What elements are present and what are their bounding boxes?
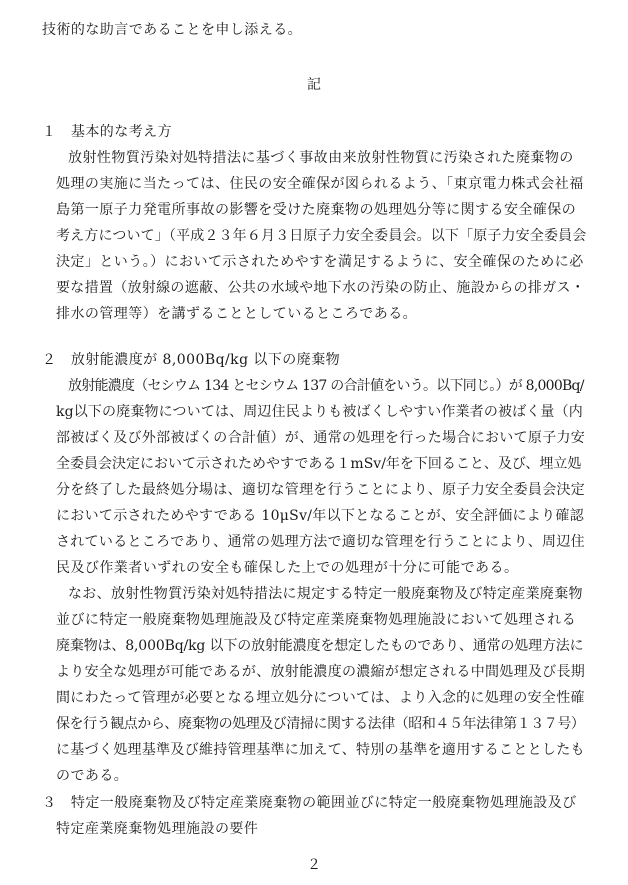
- text-line: より安全な処理が可能であるが、放射能濃度の濃縮が想定される中間処理及び長期: [56, 664, 586, 680]
- text-line: 並びに特定一般廃棄物処理施設及び特定産業廃棄物処理施設において処理される: [56, 612, 577, 628]
- text-line: 処理の実施に当たっては、住民の安全確保が図られるよう、「東京電力株式会社福: [56, 176, 584, 192]
- text-line: 保を行う観点から、廃棄物の処理及び清掃に関する法律（昭和４５年法律第１３７号）: [56, 716, 585, 732]
- ki-heading: 記: [307, 77, 321, 93]
- text-line: 民及び作業者いずれの安全も確保した上での処理が十分に可能である。: [56, 560, 519, 576]
- text-line: kg以下の廃棄物については、周辺住民よりも被ばくしやすい作業者の被ばく量（内: [56, 404, 583, 420]
- text-line: において示されためやすである 10μSv/年以下となることが、安全評価により確認: [56, 508, 584, 524]
- text-line: 放射能濃度（セシウム 134 とセシウム 137 の合計値をいう。以下同じ。）が 8,000Bq/: [68, 378, 584, 394]
- text-line: 島第一原子力発電所事故の影響を受けた廃棄物の処理処分等に関する安全確保の: [56, 202, 577, 218]
- text-line: のである。: [56, 768, 129, 784]
- text-line: 部被ばく及び外部被ばくの合計値）が、通常の処理を行った場合において原子力安: [56, 430, 586, 446]
- text-line: 決定」という。）において示されためやすを満足するように、安全確保のために必: [56, 254, 584, 270]
- text-line: 全委員会決定において示されためやすである１mSv/年を下回ること、及び、埋立処: [56, 456, 582, 472]
- page-number: ２: [307, 857, 321, 873]
- section-1-heading: １ 基本的な考え方: [42, 124, 173, 140]
- section-2-heading: ２ 放射能濃度が 8,000Bq/kg 以下の廃棄物: [42, 352, 341, 368]
- text-line: 考え方について」（平成２３年６月３日原子力安全委員会。以下「原子力安全委員会: [56, 228, 587, 244]
- text-line: 排水の管理等）を講ずることとしているところである。: [56, 306, 418, 322]
- text-line: に基づく処理基準及び維持管理基準に加えて、特別の基準を適用することとしたも: [56, 742, 585, 758]
- section-3-heading: ３ 特定一般廃棄物及び特定産業廃棄物の範囲並びに特定一般廃棄物処理施設及び: [42, 795, 577, 811]
- text-line: されているところであり、通常の処理方法で適切な管理を行うことにより、周辺住: [56, 534, 585, 550]
- text-line: 要な措置（放射線の遮蔽、公共の水域や地下水の汚染の防止、施設からの排ガス・: [56, 280, 586, 296]
- text-line: 廃棄物は、8,000Bq/kg 以下の放射能濃度を想定したものであり、通常の処理方法に: [56, 638, 584, 654]
- text-line: 分を終了した最終処分場は、適切な管理を行うことにより、原子力安全委員会決定: [56, 482, 586, 498]
- intro-line: 技術的な助言であることを申し添える。: [42, 22, 303, 38]
- text-line: 間にわたって管理が必要となる埋立処分については、より入念的に処理の安全性確: [56, 690, 585, 706]
- section-3-heading-continued: 特定産業廃棄物処理施設の要件: [56, 821, 259, 837]
- text-line: なお、放射性物質汚染対処特措法に規定する特定一般廃棄物及び特定産業廃棄物: [68, 586, 583, 602]
- text-line: 放射性物質汚染対処特措法に基づく事故由来放射性物質に汚染された廃棄物の: [68, 150, 574, 166]
